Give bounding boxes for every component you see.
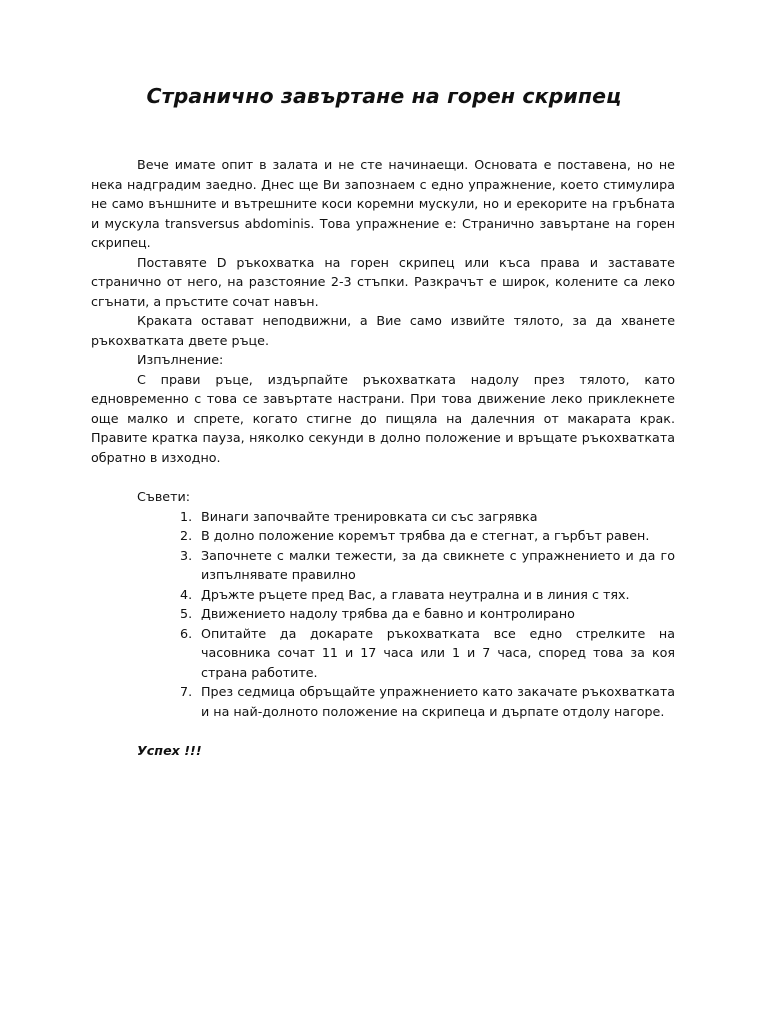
closing-text: Успех !!! bbox=[137, 743, 202, 758]
list-item-number: 6. bbox=[180, 625, 193, 641]
document-title: Странично завъртане на горен скрипец bbox=[146, 84, 622, 108]
list-item bbox=[91, 682, 675, 721]
list-item-text: През седмица обръщайте упражнението като закачате ръкохватката и на най-долното положение на скрипеца и дърпате отдолу нагоре. bbox=[201, 684, 675, 719]
paragraph-position: Краката остават неподвижни, а Вие само извийте тялото, за да хванете ръкохватката двете ръце. bbox=[91, 313, 675, 348]
list-item bbox=[91, 546, 675, 585]
spacer bbox=[91, 721, 675, 741]
list-item-number: 2. bbox=[180, 528, 193, 543]
document-body bbox=[91, 155, 675, 761]
execution-label: Изпълнение: bbox=[137, 352, 224, 367]
list-item-number: 1. bbox=[180, 508, 193, 524]
list-item-text: Започнете с малки тежести, за да свикнете с упражнението и да го изпълнявате правилно bbox=[201, 547, 675, 582]
paragraph-setup: Поставяте D ръкохватка на горен скрипец или къса права и заставате странично от него, на разстояние 2-3 стъпки. Разкрачът е широк, колените са леко сгънати, а пръстите сочат навън. bbox=[91, 254, 675, 309]
list-item bbox=[91, 604, 675, 624]
list-item-text: В долно положение коремът трябва да е стегнат, а гърбът равен. bbox=[201, 528, 650, 543]
tips-list bbox=[91, 507, 675, 722]
list-item bbox=[91, 624, 675, 683]
list-item-text: Движението надолу трябва да е бавно и контролирано bbox=[201, 606, 575, 621]
list-item-text: Дръжте ръцете пред Вас, а главата неутрална и в линия с тях. bbox=[201, 586, 630, 602]
paragraph-execution: С прави ръце, издърпайте ръкохватката надолу през тялото, като едновременно с това се завъртате настрани. При това движение леко приклекнете още малко и спрете, когато стигне до пищяла на далечния от макарата крак. Правите кратка пауза, няколко секунди в долно положение и връщате ръкохватката обратно в изходно. bbox=[91, 371, 675, 465]
tips-label: Съвети: bbox=[137, 489, 191, 504]
list-item-number: 7. bbox=[180, 684, 193, 699]
paragraph-intro: Вече имате опит в залата и не сте начинаещи. Основата е поставена, но не нека надградим заедно. Днес ще Ви запознаем с едно упражнение, което стимулира не само външните и вътрешните коси коремни мускули, но и ерекорите на гръбната и мускула transversus abdominis. Това упражнение е: Странично завъртане на горен скрипец. bbox=[91, 157, 675, 250]
list-item bbox=[91, 507, 675, 527]
list-item-text: Винаги започвайте тренировката си със загрявка bbox=[201, 508, 538, 524]
list-item-number: 5. bbox=[180, 606, 193, 621]
spacer bbox=[91, 467, 675, 487]
list-item-number: 4. bbox=[180, 586, 193, 602]
list-item-text: Опитайте да докарате ръкохватката все едно стрелките на часовника сочат 11 и 17 часа или 1 и 7 часа, според това за коя страна работите. bbox=[201, 625, 675, 680]
list-item-number: 3. bbox=[180, 547, 193, 563]
list-item bbox=[91, 585, 675, 605]
list-item bbox=[91, 526, 675, 546]
